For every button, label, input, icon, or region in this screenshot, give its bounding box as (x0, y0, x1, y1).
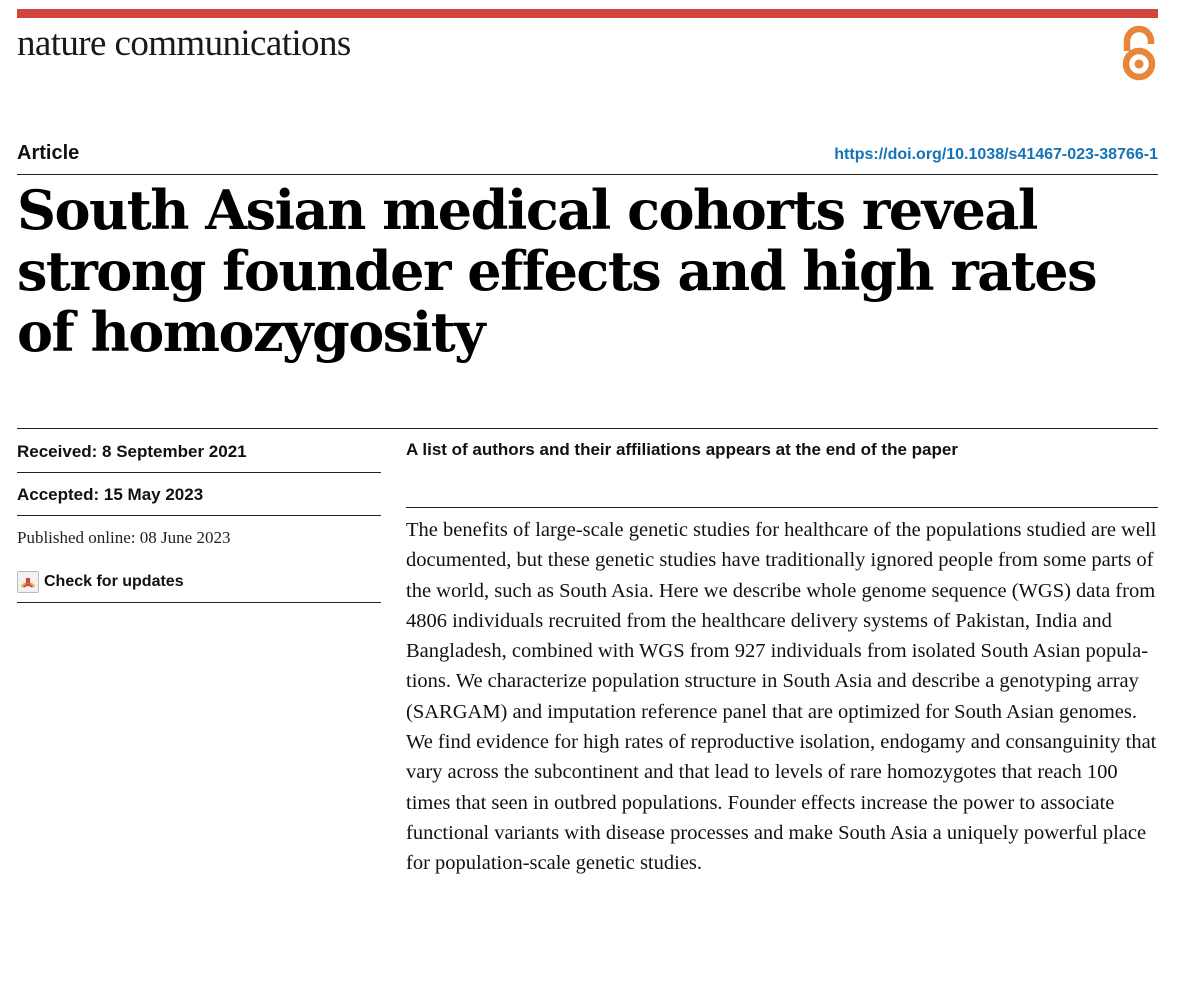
article-type-label: Article (17, 142, 80, 164)
divider (17, 428, 1158, 429)
accepted-date: Accepted: 15 May 2023 (17, 485, 204, 504)
authors-note: A list of authors and their affiliations appears at the end of the paper (406, 440, 958, 459)
open-access-icon (1118, 24, 1160, 82)
journal-name[interactable]: nature communications (17, 23, 351, 64)
received-date: Received: 8 September 2021 (17, 442, 247, 461)
abstract: The benefits of large-scale genetic studies for healthcare of the populations studied are well documented, but these genetic studies have traditionally ignored people from some parts of the world, such as South Asia. Here we describe whole genome sequence (WGS) data from 4806 individuals recruited from the healthcare delivery systems of Pakistan, India and Bangladesh, combined with WGS from 927 individuals from isolated South Asian populations. We characterize population structure in South Asia and describe a genotyping array (SARGAM) and imputation reference panel that are optimized for South Asian genomes. We find evidence for high rates of reproductive isolation, endogamy and consanguinity that vary across the subcontinent and that lead to levels of rare homozygotes that reach 100 times that seen in outbred populations. Founder effects increase the power to associate functional variants with disease processes and make South Asia a uniquely powerful place for population-scale genetic studies. (406, 519, 1157, 875)
journal-accent-bar (17, 9, 1158, 18)
divider (17, 174, 1158, 175)
divider (17, 515, 381, 516)
check-for-updates-button[interactable] (17, 571, 184, 593)
divider (406, 507, 1158, 508)
published-date: Published online: 08 June 2023 (17, 528, 231, 547)
article-title: South Asian medical cohorts reveal strong founder effects and high rates of homozygosity (17, 178, 1097, 364)
check-updates-icon (17, 571, 39, 593)
check-updates-label: Check for updates (44, 573, 184, 590)
divider (17, 472, 381, 473)
doi-link[interactable]: https://doi.org/10.1038/s41467-023-38766-1 (834, 146, 1158, 163)
divider (17, 602, 381, 603)
